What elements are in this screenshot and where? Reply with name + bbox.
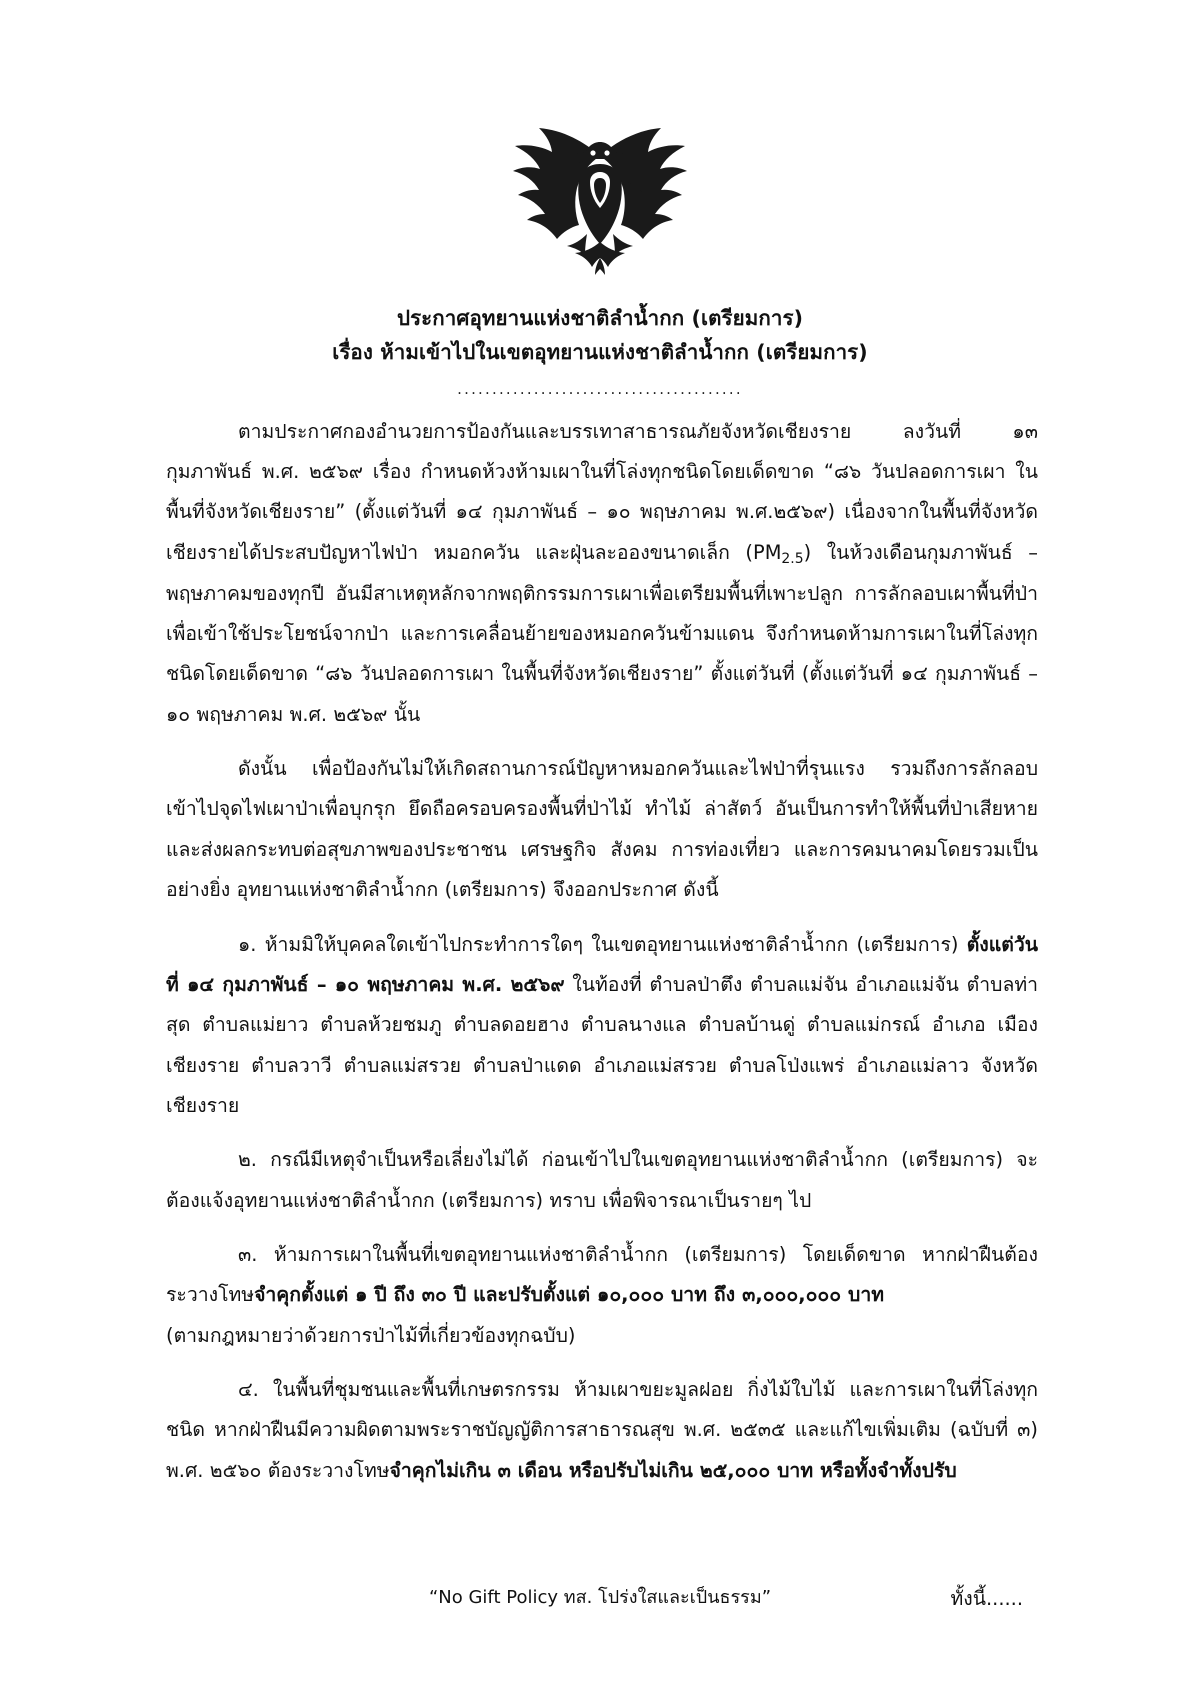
- document-heading: [0, 302, 1200, 398]
- heading-rule: .........................................: [457, 379, 743, 398]
- paragraph-intro-part-2: ) ในห้วงเดือนกุมภาพันธ์ – พฤษภาคมของทุกปี อันมีสาเหตุหลักจากพฤติกรรมการเผาเพื่อเตรียมพื้นที่เพาะปลูก การลักลอบเผาพื้นที่ป่าเพื่อเข้าใช้ประโยชน์จากป่า และการเคลื่อนย้ายของหมอกควันข้ามแดน จึงกำหนดห้ามการเผาในที่โล่งทุกชนิดโดยเด็ดขาด “๘๖ วันปลอดการเผา ในพื้นที่จังหวัดเชียงราย” ตั้งแต่วันที่ (ตั้งแต่วันที่ ๑๔ กุมภาพันธ์ – ๑๐ พฤษภาคม พ.ศ. ๒๕๖๙ นั้น: [166, 540, 1038, 726]
- pm-subscript: 2.5: [781, 550, 804, 567]
- clause-item-3-note: (ตามกฎหมายว่าด้วยการป่าไม้ที่เกี่ยวข้องทุกฉบับ): [166, 1323, 576, 1347]
- footer-slogan: “No Gift Policy ทส. โปร่งใสและเป็นธรรม”: [428, 1587, 772, 1608]
- paragraph-intro-part-1: ตามประกาศกองอำนวยการป้องกันและบรรเทาสาธารณภัยจังหวัดเชียงราย ลงวันที่ ๑๓ กุมภาพันธ์ พ.ศ. ๒๕๖๙ เรื่อง กำหนดห้วงห้ามเผาในที่โล่งทุกชนิดโดยเด็ดขาด “๘๖ วันปลอดการเผา ในพื้นที่จังหวัดเชียงราย” (ตั้งแต่วันที่ ๑๔ กุมภาพันธ์ – ๑๐ พฤษภาคม พ.ศ.๒๕๖๙) เนื่องจากในพื้นที่จังหวัดเชียงรายได้ประสบปัญหาไฟป่า หมอกควัน และฝุ่นละอองขนาดเล็ก (PM: [166, 419, 1038, 564]
- paragraph-purpose: ดังนั้น เพื่อป้องกันไม่ให้เกิดสถานการณ์ปัญหาหมอกควันและไฟป่าที่รุนแรง รวมถึงการลักลอบเข้าไปจุดไฟเผาป่าเพื่อบุกรุก ยึดถือครอบครองพื้นที่ป่าไม้ ทำไม้ ล่าสัตว์ อันเป็นการทำให้พื้นที่ป่าเสียหาย และส่งผลกระทบต่อสุขภาพของประชาชน เศรษฐกิจ สังคม การท่องเที่ยว และการคมนาคมโดยรวมเป็นอย่างยิ่ง อุทยานแห่งชาติลำน้ำกก (เตรียมการ) จึงออกประกาศ ดังนี้: [166, 757, 1038, 902]
- clause-item-1: [166, 925, 1038, 1127]
- clause-item-4: [166, 1370, 1038, 1491]
- clause-4-penalty: จำคุกไม่เกิน ๓ เดือน หรือปรับไม่เกิน ๒๕,๐๐๐ บาท หรือทั้งจำทั้งปรับ: [389, 1458, 957, 1482]
- heading-line-2: เรื่อง ห้ามเข้าไปในเขตอุทยานแห่งชาติลำน้ำกก (เตรียมการ): [332, 339, 868, 364]
- continuation-marker: ทั้งนี้......: [950, 1587, 1023, 1611]
- clause-3-part-1: ๓. ห้ามการเผาในพื้นที่เขตอุทยานแห่งชาติลำน้ำกก (เตรียมการ) โดยเด็ดขาด หากฝ่าฝืนต้องระวางโทษ: [166, 1243, 1038, 1307]
- clause-item-3: [166, 1235, 1038, 1316]
- document-body: [162, 412, 1038, 1492]
- clause-item-2: ๒. กรณีมีเหตุจำเป็นหรือเลี่ยงไม่ได้ ก่อนเข้าไปในเขตอุทยานแห่งชาติลำน้ำกก (เตรียมการ) จะต้องแจ้งอุทยานแห่งชาติลำน้ำกก (เตรียมการ) ทราบ เพื่อพิจารณาเป็นรายๆ ไป: [166, 1148, 1038, 1212]
- heading-line-1: ประกาศอุทยานแห่งชาติลำน้ำกก (เตรียมการ): [396, 306, 804, 330]
- paragraph-intro: [166, 412, 1038, 735]
- clause-3-penalty: จำคุกตั้งแต่ ๑ ปี ถึง ๓๐ ปี และปรับตั้งแต่ ๑๐,๐๐๐ บาท ถึง ๓,๐๐๐,๐๐๐ บาท: [254, 1283, 885, 1307]
- clause-4-part-1: ๔. ในพื้นที่ชุมชนและพื้นที่เกษตรกรรม ห้ามเผาขยะมูลฝอย กิ่งไม้ใบไม้ และการเผาในที่โล่งทุกชนิด หากฝ่าฝืนมีความผิดตามพระราชบัญญัติการสาธารณสุข พ.ศ. ๒๕๓๕ และแก้ไขเพิ่มเติม (ฉบับที่ ๓) พ.ศ. ๒๕๖๐ ต้องระวางโทษ: [166, 1378, 1038, 1482]
- clause-1-date-range: ตั้งแต่วันที่ ๑๔ กุมภาพันธ์ – ๑๐ พฤษภาคม พ.ศ. ๒๕๖๙: [166, 932, 1038, 996]
- emblem-container: [0, 0, 1200, 282]
- clause-1-part-2: ในท้องที่ ตำบลป่าตึง ตำบลแม่จัน อำเภอแม่จัน ตำบลท่าสุด ตำบลแม่ยาว ตำบลห้วยชมภู ตำบลดอยฮาง ตำบลนางแล ตำบลบ้านดู่ ตำบลแม่กรณ์ อำเภอ เมืองเชียงราย ตำบลวาวี ตำบลแม่สรวย ตำบลป่าแดด อำเภอแม่สรวย ตำบลโป่งแพร่ อำเภอแม่ลาว จังหวัดเชียงราย: [166, 972, 1039, 1117]
- clause-1-part-1: ๑. ห้ามมิให้บุคคลใดเข้าไปกระทำการใดๆ ในเขตอุทยานแห่งชาติลำน้ำกก (เตรียมการ): [238, 932, 967, 956]
- garuda-emblem: [505, 122, 695, 282]
